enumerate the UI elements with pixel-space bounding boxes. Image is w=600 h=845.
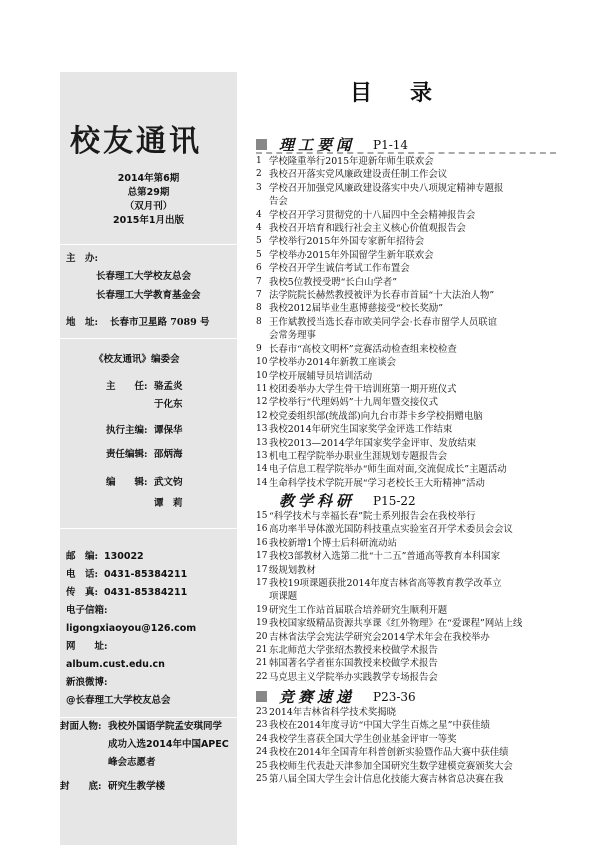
publish-date-line: 2015年1月出版 — [112, 215, 185, 226]
toc-entry-page: 21 — [256, 645, 268, 656]
toc-section-list — [256, 155, 596, 490]
toc-entry-title: 王作斌教授当选长春市欧美同学会·长春市留学人员联谊 — [269, 316, 497, 328]
back-cover-label: 封 底: — [60, 781, 102, 792]
toc-entry[interactable] — [256, 423, 596, 436]
toc-section-header — [256, 490, 416, 511]
editor-label: 编 辑: — [106, 477, 148, 488]
address-value: 长春市卫星路 7089 号 — [110, 317, 210, 328]
toc-entry-title: 校团委举办大学生骨干培训班第一期开班仪式 — [269, 383, 457, 395]
toc-entry[interactable] — [256, 760, 596, 773]
toc-entry[interactable] — [256, 437, 596, 450]
weibo-label: 新浪微博: — [66, 677, 108, 688]
toc-entry-title: 校党委组织部(统战部)向九台市莽卡乡学校捐赠电脑 — [269, 410, 483, 422]
toc-entry-page: 16 — [256, 524, 268, 535]
toc-entry-page: 21 — [256, 658, 268, 669]
website-link[interactable]: album.cust.edu.cn — [66, 659, 165, 670]
toc-entry[interactable] — [256, 396, 596, 409]
section-page-range: P15-22 — [373, 493, 416, 508]
toc-entry-title: 机电工程学院举办职业生涯规划专题报告会 — [269, 450, 448, 462]
sponsor-org-1: 长春理工大学校友总会 — [96, 271, 192, 282]
section-name: 竞赛速递 — [279, 688, 356, 706]
toc-entry-page: 4 — [256, 223, 262, 234]
toc-entry-title: 学校举办2015年外国留学生新年联欢会 — [269, 249, 434, 261]
section-bullet-icon — [256, 691, 267, 702]
tel-label: 电 话: — [66, 569, 99, 580]
toc-entry[interactable] — [256, 343, 596, 356]
toc-entry-page: 14 — [256, 477, 268, 488]
toc-entry[interactable] — [256, 450, 596, 463]
exec-editor-name: 谭保华 — [154, 425, 183, 436]
toc-entry-page: 12 — [256, 397, 268, 408]
toc-entry-title: 会常务理事 — [269, 330, 316, 342]
toc-entry-title: 我校召开培育和践行社会主义核心价值观报告会 — [269, 223, 466, 235]
address-label: 地 址: — [66, 317, 99, 328]
toc-entry[interactable] — [256, 249, 596, 262]
divider — [60, 338, 237, 339]
toc-entry[interactable] — [256, 302, 596, 315]
toc-title: 目录 — [350, 80, 471, 106]
toc-entry[interactable] — [256, 155, 596, 168]
toc-entry-title: 高功率半导体激光国防科技重点实验室召开学术委员会会议 — [269, 524, 513, 536]
toc-entry-page: 17 — [256, 578, 268, 589]
email-label: 电子信箱: — [66, 605, 108, 616]
sponsor-org-2: 长春理工大学教育基金会 — [96, 290, 201, 301]
divider — [60, 717, 237, 718]
toc-entry-page: 7 — [256, 290, 262, 301]
toc-entry-page: 14 — [256, 464, 268, 475]
toc-entry-title: 东北师范大学张绍杰教授来校做学术报告 — [269, 645, 438, 657]
toc-entry-page: 17 — [256, 564, 268, 575]
website-label: 网 址: — [66, 641, 108, 652]
section-name: 教学科研 — [279, 492, 356, 510]
toc-entry-title: 第八届全国大学生会计信息化技能大赛吉林省总决赛在我 — [269, 774, 504, 786]
toc-entry[interactable] — [256, 329, 596, 342]
section-page-range: P1-14 — [373, 137, 409, 152]
toc-entry-title: 我校3部教材入选第二批“十二五”普通高等教育本科国家 — [269, 551, 501, 563]
toc-entry-page: 25 — [256, 760, 268, 771]
back-cover-value: 研究生教学楼 — [108, 781, 166, 792]
toc-entry[interactable] — [256, 719, 596, 732]
masthead-panel — [60, 72, 237, 845]
toc-entry-title: 长春市“高校文明杯”竞赛活动检查组来校检查 — [269, 343, 457, 355]
toc-entry-page: 12 — [256, 410, 268, 421]
frequency-line: （双月刊） — [124, 201, 173, 212]
toc-entry-title: 韩国著名学者崔东国教授来校做学术报告 — [269, 658, 438, 670]
toc-entry-title: “科学技术与幸福长春”院士系列报告会在我校举行 — [269, 511, 476, 522]
toc-entry[interactable] — [256, 235, 596, 248]
cover-label: 封面人物: — [60, 721, 102, 732]
toc-entry-page: 5 — [256, 249, 262, 260]
toc-entry[interactable] — [256, 276, 596, 289]
toc-entry[interactable] — [256, 289, 596, 302]
toc-entry[interactable] — [256, 195, 596, 208]
magazine-title: 校友通讯 — [70, 124, 202, 159]
toc-entry-page: 22 — [256, 671, 268, 682]
toc-entry-title: 学校开展辅导员培训活动 — [269, 370, 373, 382]
toc-entry-page: 3 — [256, 182, 262, 193]
toc-entry-title: 我校在2014年度寻访“中国大学生百炼之星”中获佳绩 — [269, 720, 490, 732]
toc-entry-page: 11 — [256, 383, 268, 394]
toc-entry[interactable] — [256, 577, 596, 590]
issue-line: 2014年第6期 — [117, 173, 180, 184]
toc-entry[interactable] — [256, 356, 596, 369]
toc-entry-page: 15 — [256, 511, 268, 521]
section-divider — [256, 152, 556, 154]
toc-entry[interactable] — [256, 604, 596, 617]
toc-entry[interactable] — [256, 617, 596, 630]
toc-entry-page: 6 — [256, 263, 262, 274]
toc-entry-page: 13 — [256, 450, 268, 461]
toc-entry-page: 16 — [256, 537, 268, 548]
total-issue-line: 总第29期 — [127, 187, 170, 198]
toc-entry-page — [256, 195, 269, 208]
toc-entry-page: 24 — [256, 747, 268, 758]
toc-entry-page: 8 — [256, 316, 262, 327]
weibo-handle[interactable]: @长春理工大学校友总会 — [66, 695, 171, 706]
editor-name-2: 谭 莉 — [154, 498, 183, 509]
toc-entry-page: 8 — [256, 303, 262, 314]
section-page-range: P23-36 — [373, 689, 416, 704]
toc-entry-title: 项课题 — [269, 591, 298, 603]
cover-line-1: 我校外国语学院孟安琪同学 — [108, 721, 223, 732]
toc-entry[interactable] — [256, 182, 596, 195]
toc-entry-page: 10 — [256, 370, 268, 381]
section-name: 理工要闻 — [279, 136, 356, 154]
toc-entry-title: 我校在2014年全国青年科普创新实验暨作品大赛中获佳绩 — [269, 747, 509, 759]
toc-entry-title: 我校师生代表赴天津参加全国研究生数学建模竞赛颁奖大会 — [269, 760, 513, 772]
toc-entry[interactable] — [256, 644, 596, 657]
editor-name-1: 武文钧 — [154, 477, 183, 488]
toc-entry[interactable] — [256, 590, 596, 603]
toc-entry-title: 吉林省法学会宪法学研究会2014学术年会在我校举办 — [269, 631, 490, 643]
fax-label: 传 真: — [66, 587, 99, 598]
toc-entry[interactable] — [256, 773, 596, 786]
email-link[interactable]: ligongxiaoyou@126.com — [66, 623, 197, 634]
cover-line-3: 峰会志愿者 — [108, 757, 156, 768]
toc-entry-page: 23 — [256, 720, 268, 731]
toc-entry[interactable] — [256, 746, 596, 759]
toc-entry-page: 9 — [256, 343, 262, 354]
cover-line-2: 成功入选2014年中国APEC — [108, 739, 229, 750]
toc-entry-page — [256, 590, 269, 603]
divider — [60, 244, 237, 245]
toc-entry-title: 学校举行“代理妈妈”十九周年暨交接仪式 — [269, 397, 438, 409]
toc-section-header — [256, 686, 416, 707]
toc-entry-title: 学校举办2014年新教工座谈会 — [269, 357, 396, 369]
issue-info — [60, 172, 237, 228]
tel-value: 0431-85384211 — [104, 569, 188, 580]
toc-entry-page — [256, 329, 269, 342]
toc-entry-title: 我校2014年研究生国家奖学金评选工作结束 — [269, 424, 453, 436]
toc-entry-title: 告会 — [269, 196, 288, 208]
toc-entry[interactable] — [256, 222, 596, 235]
toc-entry-title: 学校隆重举行2015年迎新年师生联欢会 — [269, 156, 434, 167]
toc-entry[interactable] — [256, 733, 596, 746]
exec-editor-label: 执行主编: — [106, 425, 148, 436]
toc-entry[interactable] — [256, 537, 596, 550]
zip-value: 130022 — [104, 551, 144, 562]
toc-entry[interactable] — [256, 463, 596, 476]
toc-entry-page: 25 — [256, 774, 268, 785]
toc-entry-title: 我校2012届毕业生惠博慈接受“校长奖励” — [269, 303, 444, 315]
divider — [60, 528, 237, 529]
toc-entry-page: 20 — [256, 631, 268, 642]
toc-entry-page: 4 — [256, 209, 262, 220]
toc-entry-title: 我校5位教授受聘“长白山学者” — [269, 276, 398, 288]
toc-entry[interactable] — [256, 510, 596, 523]
toc-entry-title: 2014年吉林省科学技术奖揭晓 — [269, 707, 396, 718]
toc-section-header — [256, 134, 408, 155]
toc-entry-title: 我校学生喜获全国大学生创业基金评审一等奖 — [269, 733, 457, 745]
toc-entry[interactable] — [256, 383, 596, 396]
toc-entry-title: 我校国家级精品资源共享课《红外物理》在“爱课程”网站上线 — [269, 618, 523, 630]
toc-entry[interactable] — [256, 631, 596, 644]
toc-entry-title: 电子信息工程学院举办“师生面对面,交流促成长”主题活动 — [269, 464, 507, 476]
section-bullet-icon — [256, 139, 267, 150]
toc-entry[interactable] — [256, 477, 596, 490]
toc-entry-title: 我校新增1个博士后科研流动站 — [269, 537, 397, 549]
toc-entry-page: 10 — [256, 357, 268, 368]
toc-entry-page: 1 — [256, 156, 262, 166]
toc-entry-title: 学校举行2015年外国专家新年招待会 — [269, 236, 425, 248]
toc-entry-page: 13 — [256, 424, 268, 435]
toc-entry[interactable] — [256, 671, 596, 684]
toc-entry[interactable] — [256, 316, 596, 329]
resp-editor-label: 责任编辑: — [106, 449, 148, 460]
toc-entry[interactable] — [256, 209, 596, 222]
toc-entry-title: 学校召开加强党风廉政建设落实中央八项规定精神专题报 — [269, 182, 504, 194]
toc-entry-title: 研究生工作站首届联合培养研究生顺利开题 — [269, 604, 448, 616]
toc-section-list — [256, 510, 596, 684]
zip-label: 邮 编: — [66, 551, 99, 562]
toc-entry-page: 13 — [256, 437, 268, 448]
toc-entry[interactable] — [256, 410, 596, 423]
toc-entry-page: 2 — [256, 169, 262, 180]
toc-entry-title: 我校2013—2014学年国家奖学金评审、发放结束 — [269, 437, 477, 449]
toc-entry[interactable] — [256, 370, 596, 383]
toc-entry-page: 7 — [256, 276, 262, 287]
toc-entry[interactable] — [256, 168, 596, 181]
toc-entry-title: 学校召开学习贯彻党的十八届四中全会精神报告会 — [269, 209, 476, 221]
editorial-heading: 《校友通讯》编委会 — [94, 354, 180, 365]
toc-entry[interactable] — [256, 657, 596, 670]
toc-entry[interactable] — [256, 523, 596, 536]
toc-section-list — [256, 706, 596, 786]
toc-entry-title: 学校召开学生诚信考试工作布置会 — [269, 263, 410, 275]
resp-editor-name: 邵炳海 — [154, 449, 183, 460]
toc-entry-title: 级规划教材 — [269, 564, 316, 576]
toc-entry-title: 我校召开落实党风廉政建设责任制工作会议 — [269, 169, 448, 181]
toc-entry-title: 马克思主义学院举办实践教学专场报告会 — [269, 671, 438, 683]
toc-entry-page: 24 — [256, 733, 268, 744]
toc-entry-page: 23 — [256, 707, 268, 717]
toc-entry-page: 19 — [256, 604, 268, 615]
director-name-2: 于化东 — [154, 399, 183, 410]
fax-value: 0431-85384211 — [104, 587, 188, 598]
toc-entry[interactable] — [256, 564, 596, 577]
director-name-1: 骆孟炎 — [154, 381, 183, 392]
sponsor-label: 主 办: — [66, 253, 99, 264]
toc-entry-page: 17 — [256, 551, 268, 562]
toc-entry[interactable] — [256, 706, 596, 719]
toc-entry[interactable] — [256, 550, 596, 563]
toc-entry-page: 5 — [256, 236, 262, 247]
director-label: 主 任: — [106, 381, 148, 392]
toc-entry-page: 19 — [256, 618, 268, 629]
toc-entry-title: 生命科学技术学院开展“学习老校长王大珩精神”活动 — [269, 477, 485, 489]
toc-entry[interactable] — [256, 262, 596, 275]
toc-entry-title: 法学院院长赫然教授被评为长春市首届“十大法治人物” — [269, 290, 495, 302]
toc-entry-title: 我校19项课题获批2014年度吉林省高等教育教学改革立 — [269, 578, 502, 590]
